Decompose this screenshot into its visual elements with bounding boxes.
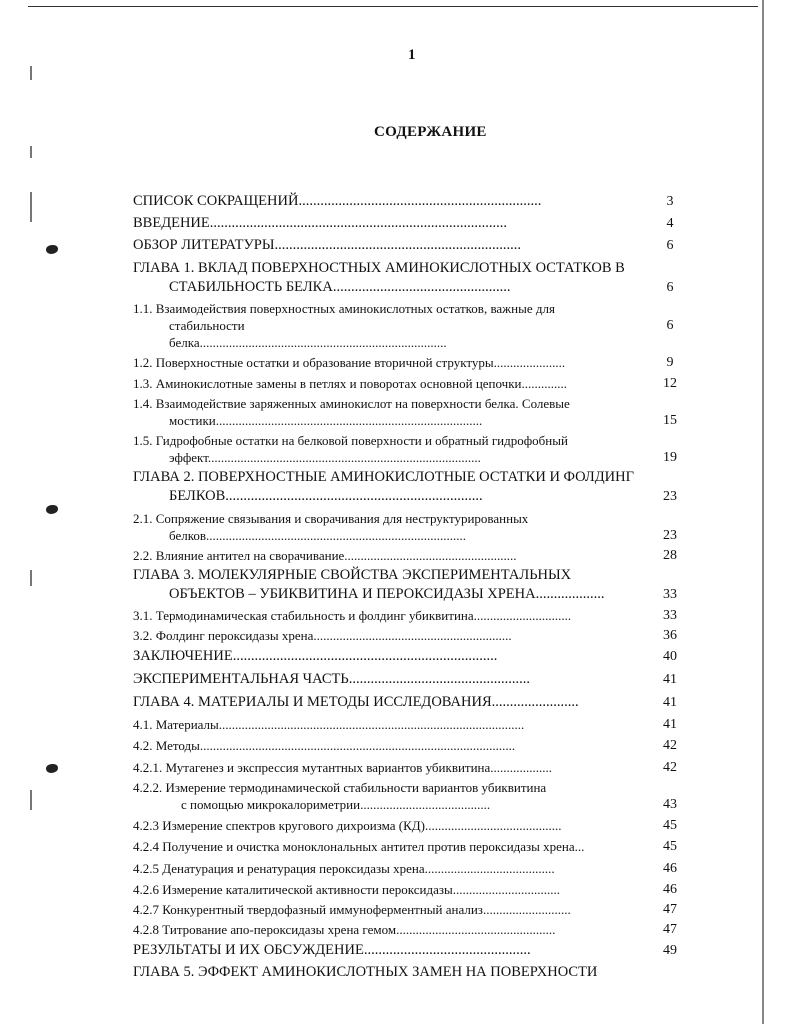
scan-margin-mark	[30, 146, 32, 158]
toc-entry: 4.2.6 Измерение каталитической активности пероксидазы................................. 46	[133, 881, 681, 898]
toc-entry: ГЛАВА 4. МАТЕРИАЛЫ И МЕТОДЫ ИССЛЕДОВАНИЯ........................ 41	[133, 693, 681, 712]
toc-entry: 4.2.8 Титрование апо-пероксидазы хрена гемом................................................. 47	[133, 921, 681, 938]
toc-entry: 4.2.2. Измерение термодинамической стабильности вариантов убиквитина с помощью микрокалориметрии........................................ 43	[133, 779, 681, 813]
toc-entry: СПИСОК СОКРАЩЕНИЙ................................................................... 3	[133, 192, 681, 211]
toc-entry: 2.2. Влияние антител на сворачивание..................................................... 28	[133, 547, 681, 564]
toc-entry: 4.2.4 Получение и очистка моноклональных антител против пероксидазы хрена... 45	[133, 838, 681, 855]
toc-entry: 1.4. Взаимодействие заряженных аминокислот на поверхности белка. Солевые мостики.................................................................................. 15	[133, 395, 681, 429]
toc-entry: ГЛАВА 1. ВКЛАД ПОВЕРХНОСТНЫХ АМИНОКИСЛОТНЫХ ОСТАТКОВ В СТАБИЛЬНОСТЬ БЕЛКА................................................. 6	[133, 259, 681, 297]
toc-entry: 4.2. Методы................................................................................................. 42	[133, 737, 681, 754]
scan-margin-mark	[30, 570, 32, 586]
toc-page-number: 9	[666, 355, 674, 370]
toc-page-number: 12	[663, 376, 677, 391]
toc-page-number: 45	[663, 839, 677, 854]
toc-page-number: 6	[666, 238, 674, 253]
toc-page-number: 40	[663, 649, 677, 664]
toc-page-number: 33	[663, 587, 677, 602]
toc-entry: 1.3. Аминокислотные замены в петлях и поворотах основной цепочки.............. 12	[133, 375, 681, 392]
toc-entry: 4.1. Материалы.............................................................................................. 41	[133, 716, 681, 733]
toc-page-number: 6	[666, 280, 674, 295]
toc-page-number: 43	[663, 797, 677, 812]
toc-page-number: 4	[666, 216, 674, 231]
toc-entry: ЭКСПЕРИМЕНТАЛЬНАЯ ЧАСТЬ.................................................. 41	[133, 670, 681, 689]
toc-page-number: 42	[663, 760, 677, 775]
toc-page-number: 33	[663, 608, 677, 623]
toc-page-number: 23	[663, 528, 677, 543]
punch-hole-mark	[46, 245, 58, 254]
toc-entry: 3.2. Фолдинг пероксидазы хрена............................................................. 36	[133, 627, 681, 644]
toc-page-number: 41	[663, 695, 677, 710]
toc-page-number: 36	[663, 628, 677, 643]
punch-hole-mark	[46, 505, 58, 514]
toc-entry: ОБЗОР ЛИТЕРАТУРЫ.................................................................... 6	[133, 236, 681, 255]
toc-page-number: 41	[663, 717, 677, 732]
scan-margin-mark	[30, 790, 32, 810]
page-number: 1	[408, 47, 416, 63]
toc-title: СОДЕРЖАНИЕ	[374, 124, 487, 140]
toc-entry: 4.2.1. Мутагенез и экспрессия мутантных вариантов убиквитина................... 42	[133, 759, 681, 776]
toc-page-number: 28	[663, 548, 677, 563]
toc-page-number: 42	[663, 738, 677, 753]
toc-page-number: 47	[663, 902, 677, 917]
table-of-contents	[133, 192, 681, 982]
toc-entry: 4.2.3 Измерение спектров кругового дихроизма (КД).......................................... 45	[133, 817, 681, 834]
toc-page-number: 6	[666, 318, 674, 333]
toc-page-number: 45	[663, 818, 677, 833]
toc-page-number: 3	[666, 194, 674, 209]
toc-page-number: 23	[663, 489, 677, 504]
toc-page-number: 46	[663, 882, 677, 897]
toc-entry: 2.1. Сопряжение связывания и сворачивания для неструктурированных белков................................................................................ 23	[133, 510, 681, 544]
toc-page-number: 41	[663, 672, 677, 687]
scan-margin-mark	[30, 192, 32, 222]
toc-page-number: 46	[663, 861, 677, 876]
toc-entry: ГЛАВА 2. ПОВЕРХНОСТНЫЕ АМИНОКИСЛОТНЫЕ ОСТАТКИ И ФОЛДИНГ БЕЛКОВ....................................................................... 23	[133, 468, 681, 506]
toc-entry: ЗАКЛЮЧЕНИЕ......................................................................... 40	[133, 647, 681, 666]
scan-border-right	[762, 0, 764, 1024]
toc-entry: 1.1. Взаимодействия поверхностных аминокислотных остатков, важные для стабильности белка............................................................................ 6	[133, 300, 681, 351]
scan-border-top	[28, 6, 758, 7]
toc-page-number: 19	[663, 450, 677, 465]
toc-entry: ВВЕДЕНИЕ.................................................................................. 4	[133, 214, 681, 233]
toc-page-number: 47	[663, 922, 677, 937]
toc-entry: ГЛАВА 3. МОЛЕКУЛЯРНЫЕ СВОЙСТВА ЭКСПЕРИМЕНТАЛЬНЫХ ОБЪЕКТОВ – УБИКВИТИНА И ПЕРОКСИДАЗЫ ХРЕНА................... 33	[133, 566, 681, 604]
toc-page-number: 49	[663, 943, 677, 958]
toc-entry: ГЛАВА 5. ЭФФЕКТ АМИНОКИСЛОТНЫХ ЗАМЕН НА ПОВЕРХНОСТИ	[133, 964, 598, 980]
toc-entry: 1.2. Поверхностные остатки и образование вторичной структуры...................... 9	[133, 354, 681, 371]
toc-entry: 3.1. Термодинамическая стабильность и фолдинг убиквитина.............................. 33	[133, 607, 681, 624]
toc-entry: РЕЗУЛЬТАТЫ И ИХ ОБСУЖДЕНИЕ.............................................. 49	[133, 941, 681, 960]
scan-margin-mark	[30, 66, 32, 80]
toc-entry: 4.2.7 Конкурентный твердофазный иммуноферментный анализ........................... 47	[133, 901, 681, 918]
toc-entry: 1.5. Гидрофобные остатки на белковой поверхности и обратный гидрофобный эффект.................................................................................... 19	[133, 432, 681, 466]
toc-page-number: 15	[663, 413, 677, 428]
toc-entry: 4.2.5 Денатурация и ренатурация пероксидазы хрена........................................ 46	[133, 860, 681, 877]
punch-hole-mark	[46, 764, 58, 773]
